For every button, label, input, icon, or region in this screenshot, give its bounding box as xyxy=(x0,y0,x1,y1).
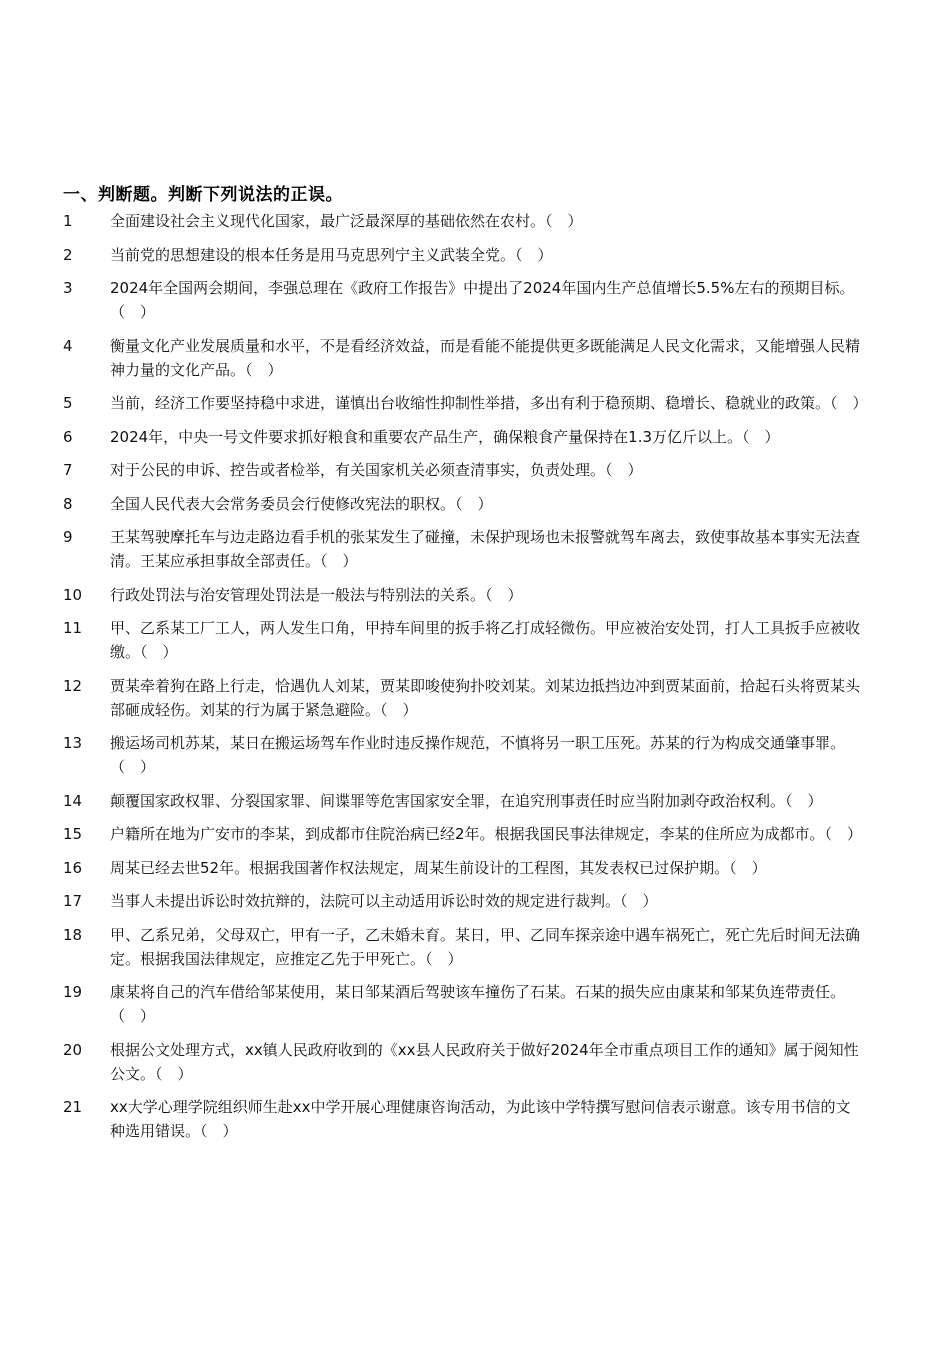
question-text: 贾某牵着狗在路上行走，恰遇仇人刘某，贾某即唆使狗扑咬刘某。刘某边抵挡边冲到贾某面前，拾起石头将贾某头部砸成轻伤。刘某的行为属于紧急避险。（ ） xyxy=(110,676,861,719)
question-text: 颠覆国家政权罪、分裂国家罪、间谍罪等危害国家安全罪，在追究刑事责任时应当附加剥夺政治权利。（ ） xyxy=(110,791,823,810)
question-number: 20 xyxy=(63,1040,83,1059)
question-item xyxy=(63,243,863,267)
question-item xyxy=(63,822,863,846)
question-number: 6 xyxy=(63,427,73,446)
question-item xyxy=(63,616,863,664)
question-text: 2024年全国两会期间，李强总理在《政府工作报告》中提出了2024年国内生产总值增长5.5%左右的预期目标。（ ） xyxy=(110,279,855,321)
question-text: 当前党的思想建设的根本任务是用马克思列宁主义武装全党。（ ） xyxy=(110,245,553,264)
question-item xyxy=(63,334,863,382)
question-text: 甲、乙系兄弟，父母双亡，甲有一子，乙未婚未育。某日，甲、乙同车探亲途中遇车祸死亡，死亡先后时间无法确定。根据我国法律规定，应推定乙先于甲死亡。（ ） xyxy=(110,925,861,968)
question-item xyxy=(63,1038,863,1086)
question-number: 7 xyxy=(63,461,73,479)
question-list xyxy=(63,209,868,1153)
question-number: 2 xyxy=(63,245,73,264)
question-text: 全国人民代表大会常务委员会行使修改宪法的职权。（ ） xyxy=(110,494,493,513)
question-number: 4 xyxy=(63,336,73,355)
question-number: 5 xyxy=(63,394,73,412)
question-number: 15 xyxy=(63,825,83,843)
question-item xyxy=(63,458,863,482)
question-text: 对于公民的申诉、控告或者检举，有关国家机关必须查清事实，负责处理。（ ） xyxy=(110,461,643,479)
question-text: 根据公文处理方式，xx镇人民政府收到的《xx县人民政府关于做好2024年全市重点项目工作的通知》属于阅知性公文。（ ） xyxy=(110,1040,859,1083)
question-item xyxy=(63,923,863,971)
question-text: 甲、乙系某工厂工人，两人发生口角，甲持车间里的扳手将乙打成轻微伤。甲应被治安处罚，打人工具扳手应被收缴。（ ） xyxy=(110,619,861,661)
question-item xyxy=(63,492,863,516)
question-item xyxy=(63,209,863,233)
question-item xyxy=(63,525,863,573)
question-item xyxy=(63,980,863,1028)
question-text: 王某驾驶摩托车与边走路边看手机的张某发生了碰撞，未保护现场也未报警就驾车离去，致使事故基本事实无法查清。王某应承担事故全部责任。（ ） xyxy=(110,528,861,570)
question-number: 18 xyxy=(63,925,83,944)
question-text: 户籍所在地为广安市的李某，到成都市住院治病已经2年。根据我国民事法律规定，李某的住所应为成都市。（ ） xyxy=(110,825,863,843)
question-text: 当前，经济工作要坚持稳中求进，谨慎出台收缩性抑制性举措，多出有利于稳预期、稳增长、稳就业的政策。（ ） xyxy=(110,394,868,412)
question-item xyxy=(63,1095,863,1143)
question-item xyxy=(63,674,863,722)
question-text: 周某已经去世52年。根据我国著作权法规定，周某生前设计的工程图，其发表权已过保护期。（ ） xyxy=(110,858,767,877)
question-text: 当事人未提出诉讼时效抗辩的，法院可以主动适用诉讼时效的规定进行裁判。（ ） xyxy=(110,892,658,910)
question-number: 12 xyxy=(63,676,83,695)
question-item xyxy=(63,276,863,324)
question-text: xx大学心理学院组织师生赴xx中学开展心理健康咨询活动，为此该中学特撰写慰问信表示谢意。该专用书信的文种选用错误。（ ） xyxy=(110,1098,851,1140)
question-number: 1 xyxy=(63,212,73,230)
question-text: 2024年，中央一号文件要求抓好粮食和重要农产品生产，确保粮食产量保持在1.3万亿斤以上。（ ） xyxy=(110,427,780,446)
question-number: 17 xyxy=(63,892,83,910)
question-text: 全面建设社会主义现代化国家，最广泛最深厚的基础依然在农村。（ ） xyxy=(110,212,583,230)
question-number: 10 xyxy=(63,585,83,604)
question-item xyxy=(63,889,863,913)
question-number: 14 xyxy=(63,791,83,810)
question-number: 8 xyxy=(63,494,73,513)
question-item xyxy=(63,856,863,880)
question-item xyxy=(63,391,868,415)
question-item xyxy=(63,731,863,779)
question-item xyxy=(63,789,863,813)
question-number: 19 xyxy=(63,983,83,1001)
question-text: 康某将自己的汽车借给邹某使用，某日邹某酒后驾驶该车撞伤了石某。石某的损失应由康某和邹某负连带责任。（ ） xyxy=(110,983,846,1025)
question-item xyxy=(63,425,863,449)
question-item xyxy=(63,583,863,607)
question-number: 11 xyxy=(63,619,83,637)
question-number: 13 xyxy=(63,734,83,752)
question-number: 9 xyxy=(63,528,73,546)
question-number: 21 xyxy=(63,1098,83,1116)
question-number: 16 xyxy=(63,858,83,877)
question-text: 搬运场司机苏某，某日在搬运场驾车作业时违反操作规范，不慎将另一职工压死。苏某的行为构成交通肇事罪。（ ） xyxy=(110,734,846,776)
question-number: 3 xyxy=(63,279,73,297)
question-text: 衡量文化产业发展质量和水平，不是看经济效益，而是看能不能提供更多既能满足人民文化需求，又能增强人民精神力量的文化产品。（ ） xyxy=(110,336,861,379)
question-text: 行政处罚法与治安管理处罚法是一般法与特别法的关系。（ ） xyxy=(110,585,523,604)
section-title: 一、判断题。判断下列说法的正误。 xyxy=(63,185,343,205)
